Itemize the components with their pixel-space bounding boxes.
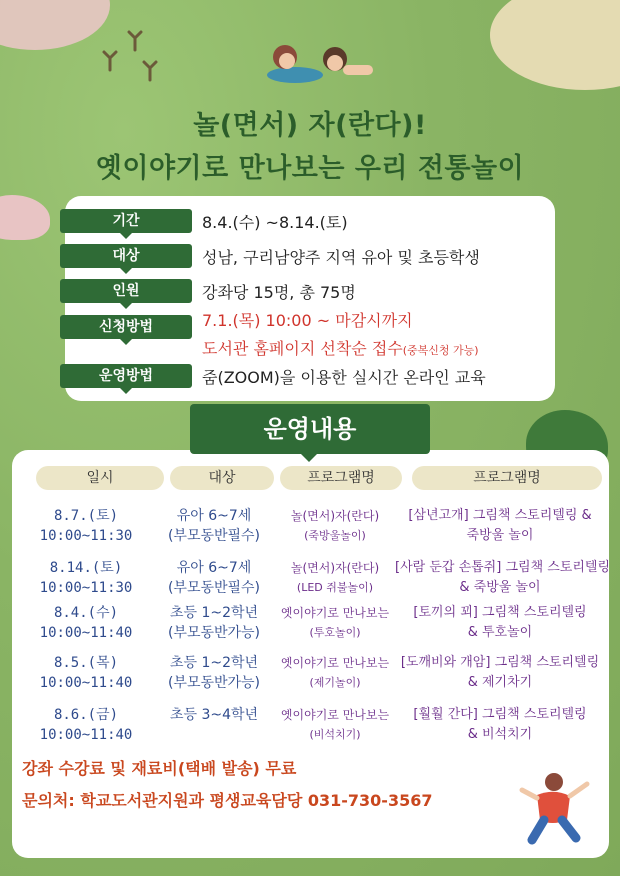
row-program-detail-2: & 비석치기	[467, 727, 533, 742]
contact-info: 문의처: 학교도서관지원과 평생교육담당 031-730-3567	[22, 791, 433, 810]
col-head-target: 대상	[170, 466, 274, 490]
row-program-sub: (죽방울놀이)	[304, 529, 366, 542]
row-time: 10:00~11:30	[39, 528, 133, 544]
row-program-detail-2: & 죽방울 놀이	[459, 580, 541, 595]
row-program: 놀(면서)자(란다)	[290, 561, 380, 575]
poster-title: 놀(면서) 자(란다)!	[193, 110, 427, 141]
col-head-program-2: 프로그램명	[412, 466, 602, 490]
apply-value-2	[202, 336, 479, 359]
jumping-child-illustration	[512, 770, 592, 850]
row-target: 초등 1~2학년	[169, 655, 259, 671]
row-target: 유아 6~7세	[176, 508, 252, 524]
row-target-note: (부모동반가능)	[167, 625, 261, 641]
row-program-detail-2: & 투호놀이	[467, 625, 533, 640]
section-title: 운영내용	[190, 404, 430, 454]
col-head-date: 일시	[36, 466, 164, 490]
tag-apply: 신청방법	[60, 315, 192, 339]
row-program-detail: [도깨비와 개암] 그림책 스토리텔링	[400, 655, 600, 670]
row-program-detail-2: & 제기차기	[467, 675, 533, 690]
row-program-sub: (비석치기)	[309, 728, 361, 741]
row-target: 초등 1~2학년	[169, 605, 259, 621]
target-value: 성남, 구리남양주 지역 유아 및 초등학생	[202, 248, 480, 267]
row-time: 10:00~11:30	[39, 580, 133, 596]
row-program-detail: [훨훨 간다] 그림책 스토리텔링	[413, 707, 587, 722]
apply-method: 도서관 홈페이지 선착순 접수	[202, 339, 403, 358]
capacity-value: 강좌당 15명, 총 75명	[202, 283, 356, 302]
row-date: 8.4.(수)	[53, 605, 119, 621]
tag-target: 대상	[60, 244, 192, 268]
row-program-detail: [삼년고개] 그림책 스토리텔링 &	[408, 508, 592, 523]
apply-note: (중복신청 가능)	[402, 344, 479, 357]
apply-value: 7.1.(목) 10:00 ~ 마감시까지	[202, 311, 413, 330]
row-target: 초등 3~4학년	[169, 707, 259, 723]
tag-operation: 운영방법	[60, 364, 192, 388]
row-program-sub: (투호놀이)	[309, 626, 361, 639]
tag-period: 기간	[60, 209, 192, 233]
row-program-sub: (LED 쥐불놀이)	[296, 581, 374, 594]
row-program: 옛이야기로 만나보는	[280, 606, 390, 620]
row-date: 8.5.(목)	[53, 655, 119, 671]
row-program-sub: (제기놀이)	[309, 676, 361, 689]
operation-value: 줌(ZOOM)을 이용한 실시간 온라인 교육	[202, 368, 486, 387]
row-program: 옛이야기로 만나보는	[280, 708, 390, 722]
period-value: 8.4.(수) ~8.14.(토)	[202, 213, 348, 232]
footprint-decoration	[90, 8, 170, 88]
row-date: 8.7.(토)	[53, 508, 119, 524]
row-program-detail: [토끼의 꾀] 그림책 스토리텔링	[413, 605, 587, 620]
tag-capacity: 인원	[60, 279, 192, 303]
row-target: 유아 6~7세	[176, 560, 252, 576]
row-program-detail-2: 죽방울 놀이	[466, 528, 534, 543]
row-target-note: (부모동반필수)	[167, 528, 261, 544]
row-date: 8.6.(금)	[53, 707, 119, 723]
fee-notice: 강좌 수강료 및 재료비(택배 발송) 무료	[22, 759, 297, 778]
row-time: 10:00~11:40	[39, 727, 133, 743]
row-target-note: (부모동반가능)	[167, 675, 261, 691]
row-program: 놀(면서)자(란다)	[290, 509, 380, 523]
row-time: 10:00~11:40	[39, 625, 133, 641]
row-program: 옛이야기로 만나보는	[280, 656, 390, 670]
row-date: 8.14.(토)	[49, 560, 123, 576]
children-illustration	[265, 35, 375, 90]
row-time: 10:00~11:40	[39, 675, 133, 691]
row-program-detail: [사람 둔갑 손톱쥐] 그림책 스토리텔링	[395, 560, 611, 575]
poster-subtitle: 옛이야기로 만나보는 우리 전통놀이	[95, 153, 525, 184]
row-target-note: (부모동반필수)	[167, 580, 261, 596]
col-head-program: 프로그램명	[280, 466, 402, 490]
